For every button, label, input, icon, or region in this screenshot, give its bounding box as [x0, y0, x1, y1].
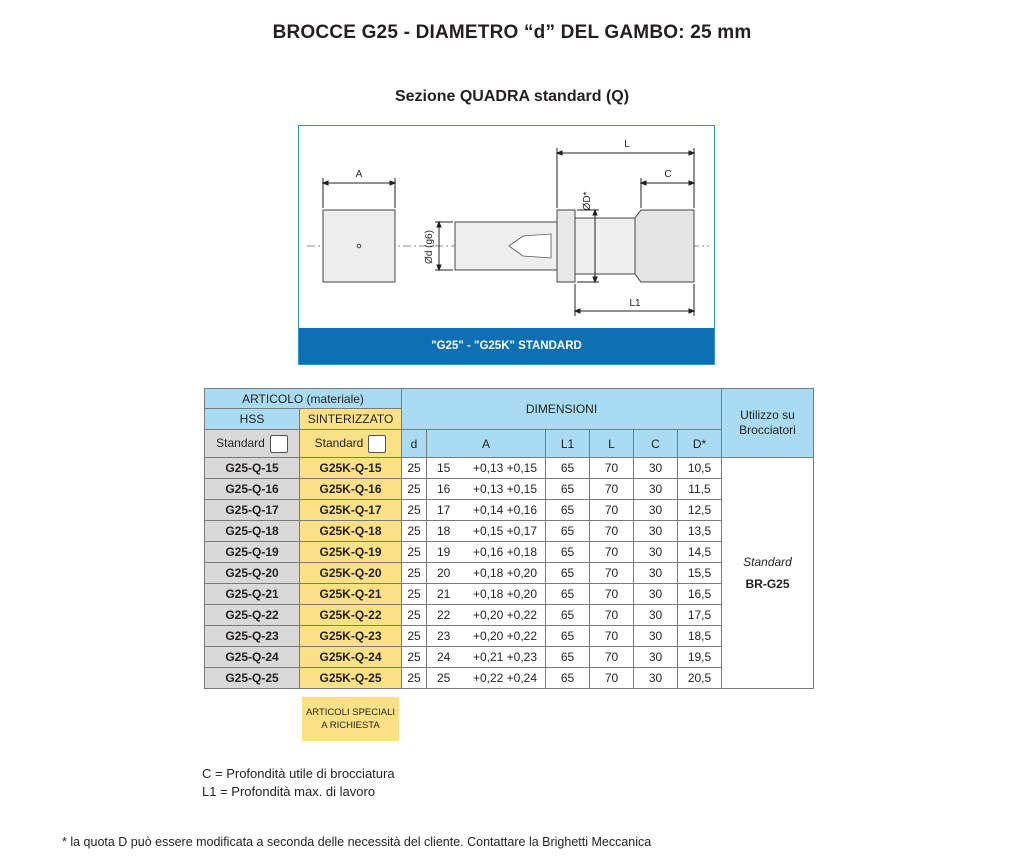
hss-code-cell: G25-Q-22: [205, 605, 300, 626]
c-value-cell: 30: [634, 605, 678, 626]
spec-table: [204, 388, 814, 689]
sint-standard-checkbox[interactable]: [368, 435, 386, 453]
a-value-cell: [427, 479, 546, 500]
footnote: * la quota D può essere modificata a seconda delle necessità del cliente. Contattare la Brighetti Meccanica: [62, 835, 652, 849]
a-tolerance: +0,16 +0,18: [472, 545, 537, 559]
dim-label-d: Ød (g6): [424, 230, 435, 264]
a-value: 18: [437, 524, 451, 538]
a-value: 22: [437, 608, 451, 622]
usage-model: BR-G25: [745, 577, 790, 591]
a-tolerance: +0,21 +0,23: [472, 650, 537, 664]
c-value-cell: 30: [634, 542, 678, 563]
l-value-cell: 70: [590, 521, 634, 542]
l1-value-cell: 65: [546, 521, 590, 542]
sint-standard-label: Standard: [314, 435, 364, 450]
dim-label-c: C: [664, 169, 672, 180]
l1-value-cell: 65: [546, 542, 590, 563]
l1-value-cell: 65: [546, 605, 590, 626]
l1-value-cell: 65: [546, 668, 590, 689]
d-value-cell: 25: [402, 500, 427, 521]
sint-code-cell: G25K-Q-16: [300, 479, 402, 500]
a-value: 19: [437, 545, 451, 559]
a-value: 21: [437, 587, 451, 601]
c-value-cell: 30: [634, 479, 678, 500]
bigd-value-cell: 12,5: [678, 500, 722, 521]
hss-code-cell: G25-Q-17: [205, 500, 300, 521]
col-header-a: A: [427, 430, 546, 458]
sint-code-cell: G25K-Q-17: [300, 500, 402, 521]
articolo-header: ARTICOLO (materiale): [205, 389, 402, 409]
bigd-value-cell: 15,5: [678, 563, 722, 584]
l1-value-cell: 65: [546, 458, 590, 479]
a-tolerance: +0,15 +0,17: [472, 524, 537, 538]
technical-drawing: [298, 125, 715, 365]
sint-code-cell: G25K-Q-24: [300, 647, 402, 668]
sint-code-cell: G25K-Q-25: [300, 668, 402, 689]
sint-code-cell: G25K-Q-15: [300, 458, 402, 479]
l-value-cell: 70: [590, 542, 634, 563]
l1-value-cell: 65: [546, 626, 590, 647]
a-value: 15: [437, 461, 451, 475]
l-value-cell: 70: [590, 668, 634, 689]
col-header-d: d: [402, 430, 427, 458]
drawing-caption: "G25" - "G25K" STANDARD: [299, 328, 714, 364]
a-tolerance: +0,18 +0,20: [472, 587, 537, 601]
dim-label-a: A: [355, 169, 363, 180]
special-note-line2: A RICHIESTA: [321, 720, 380, 731]
hss-code-cell: G25-Q-25: [205, 668, 300, 689]
col-header-l: L: [590, 430, 634, 458]
sint-code-cell: G25K-Q-22: [300, 605, 402, 626]
hss-standard-label: Standard: [216, 435, 265, 450]
a-tolerance: +0,20 +0,22: [472, 629, 537, 643]
broach-drawing-svg: [299, 126, 716, 331]
usage-standard: Standard: [743, 555, 792, 569]
c-value-cell: 30: [634, 521, 678, 542]
col-header-l1: L1: [546, 430, 590, 458]
sint-standard-cell: [300, 430, 402, 458]
a-value: 24: [437, 650, 451, 664]
a-value-cell: [427, 605, 546, 626]
d-value-cell: 25: [402, 458, 427, 479]
a-value-cell: [427, 584, 546, 605]
l-value-cell: 70: [590, 605, 634, 626]
a-tolerance: +0,13 +0,15: [472, 482, 537, 496]
l-value-cell: 70: [590, 584, 634, 605]
sint-code-cell: G25K-Q-20: [300, 563, 402, 584]
l-value-cell: 70: [590, 626, 634, 647]
a-value-cell: [427, 668, 546, 689]
c-value-cell: 30: [634, 563, 678, 584]
bigd-value-cell: 16,5: [678, 584, 722, 605]
c-value-cell: 30: [634, 584, 678, 605]
a-value-cell: [427, 500, 546, 521]
spec-table-body: [205, 458, 814, 689]
hss-standard-checkbox[interactable]: [270, 435, 288, 453]
a-value: 17: [437, 503, 451, 517]
hss-code-cell: G25-Q-15: [205, 458, 300, 479]
d-value-cell: 25: [402, 521, 427, 542]
note-c-definition: C = Profondità utile di brocciatura: [202, 766, 395, 781]
a-value-cell: [427, 458, 546, 479]
a-value: 23: [437, 629, 451, 643]
l-value-cell: 70: [590, 479, 634, 500]
usage-cell: [722, 458, 814, 689]
col-header-c: C: [634, 430, 678, 458]
l1-value-cell: 65: [546, 563, 590, 584]
bigd-value-cell: 11,5: [678, 479, 722, 500]
d-value-cell: 25: [402, 479, 427, 500]
a-value-cell: [427, 647, 546, 668]
a-tolerance: +0,20 +0,22: [472, 608, 537, 622]
dim-label-l1: L1: [629, 298, 641, 309]
bigd-value-cell: 19,5: [678, 647, 722, 668]
a-tolerance: +0,22 +0,24: [472, 671, 537, 685]
l1-value-cell: 65: [546, 500, 590, 521]
bigd-value-cell: 10,5: [678, 458, 722, 479]
dim-label-bigd: ØD*: [582, 191, 593, 211]
l-value-cell: 70: [590, 500, 634, 521]
sint-code-cell: G25K-Q-18: [300, 521, 402, 542]
dim-label-l: L: [624, 139, 630, 150]
a-value-cell: [427, 521, 546, 542]
legend-notes: [202, 765, 395, 801]
d-value-cell: 25: [402, 584, 427, 605]
a-tolerance: +0,13 +0,15: [472, 461, 537, 475]
a-tolerance: +0,14 +0,16: [472, 503, 537, 517]
special-articles-note: [302, 697, 399, 741]
d-value-cell: 25: [402, 647, 427, 668]
a-tolerance: +0,18 +0,20: [472, 566, 537, 580]
d-value-cell: 25: [402, 605, 427, 626]
hss-code-cell: G25-Q-19: [205, 542, 300, 563]
hss-code-cell: G25-Q-16: [205, 479, 300, 500]
sinterizzato-header: SINTERIZZATO: [300, 409, 402, 430]
a-value: 25: [437, 671, 451, 685]
d-value-cell: 25: [402, 563, 427, 584]
hss-code-cell: G25-Q-18: [205, 521, 300, 542]
hss-code-cell: G25-Q-23: [205, 626, 300, 647]
hss-standard-cell: [205, 430, 300, 458]
c-value-cell: 30: [634, 458, 678, 479]
bigd-value-cell: 17,5: [678, 605, 722, 626]
bigd-value-cell: 18,5: [678, 626, 722, 647]
dimensioni-header: DIMENSIONI: [402, 389, 722, 430]
hss-code-cell: G25-Q-24: [205, 647, 300, 668]
bigd-value-cell: 20,5: [678, 668, 722, 689]
col-header-bigd: D*: [678, 430, 722, 458]
a-value: 20: [437, 566, 451, 580]
bigd-value-cell: 14,5: [678, 542, 722, 563]
a-value-cell: [427, 542, 546, 563]
a-value-cell: [427, 626, 546, 647]
l1-value-cell: 65: [546, 647, 590, 668]
special-note-line1: ARTICOLI SPECIALI: [305, 707, 396, 718]
l-value-cell: 70: [590, 458, 634, 479]
l1-value-cell: 65: [546, 479, 590, 500]
bigd-value-cell: 13,5: [678, 521, 722, 542]
sint-code-cell: G25K-Q-21: [300, 584, 402, 605]
page-title: BROCCE G25 - DIAMETRO “d” DEL GAMBO: 25 mm: [272, 22, 752, 43]
c-value-cell: 30: [634, 626, 678, 647]
c-value-cell: 30: [634, 668, 678, 689]
a-value-cell: [427, 563, 546, 584]
d-value-cell: 25: [402, 626, 427, 647]
d-value-cell: 25: [402, 542, 427, 563]
l1-value-cell: 65: [546, 584, 590, 605]
hss-header: HSS: [205, 409, 300, 430]
usage-header: Utilizzo su Brocciatori: [722, 389, 814, 458]
l-value-cell: 70: [590, 647, 634, 668]
sint-code-cell: G25K-Q-23: [300, 626, 402, 647]
c-value-cell: 30: [634, 500, 678, 521]
a-value: 16: [437, 482, 451, 496]
sint-code-cell: G25K-Q-19: [300, 542, 402, 563]
c-value-cell: 30: [634, 647, 678, 668]
l-value-cell: 70: [590, 563, 634, 584]
section-subtitle: Sezione QUADRA standard (Q): [394, 88, 630, 105]
note-l1-definition: L1 = Profondità max. di lavoro: [202, 784, 376, 799]
d-value-cell: 25: [402, 668, 427, 689]
hss-code-cell: G25-Q-20: [205, 563, 300, 584]
table-row: [205, 458, 814, 479]
hss-code-cell: G25-Q-21: [205, 584, 300, 605]
